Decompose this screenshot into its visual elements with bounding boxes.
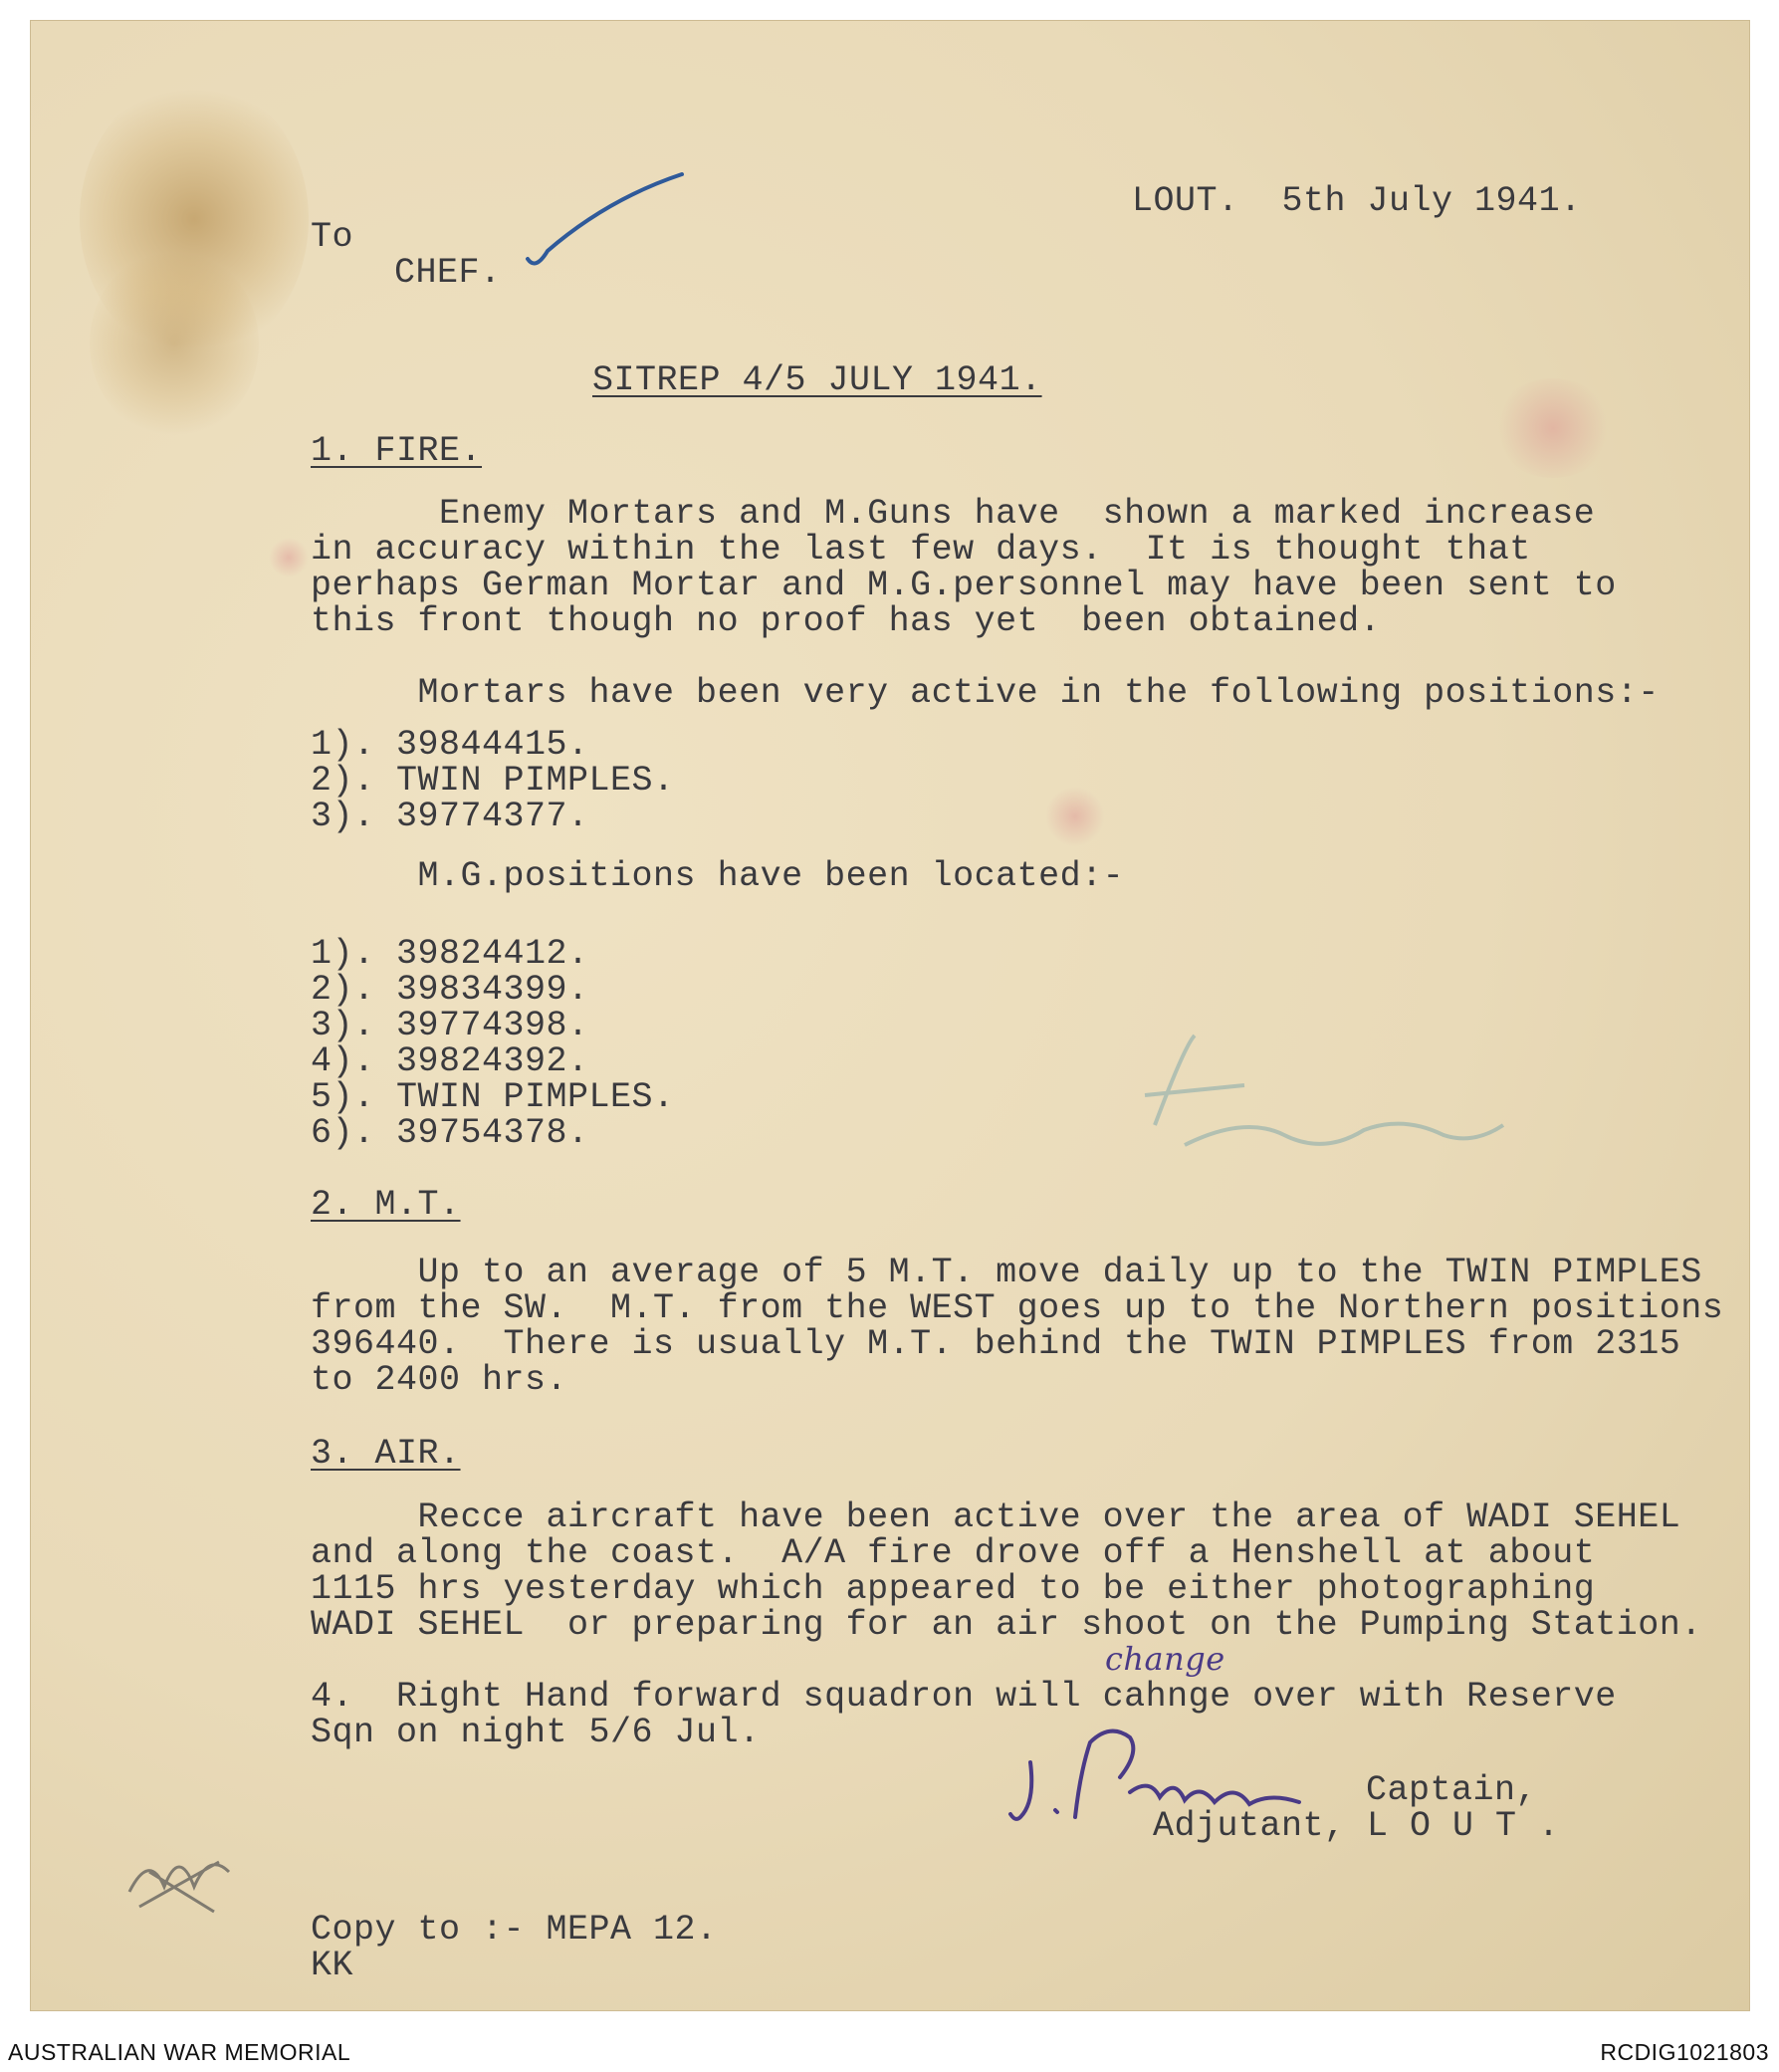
- mg-intro: M.G.positions have been located:-: [311, 856, 1125, 896]
- stamp-mark: [119, 1832, 249, 1922]
- mt-line-2: from the SW. M.T. from the WEST goes up to the Northern positions: [311, 1288, 1724, 1328]
- to-label: To: [311, 217, 354, 257]
- signatory-title: Adjutant, L O U T .: [1153, 1806, 1560, 1846]
- mortar-position: 1). 39844415.: [311, 725, 589, 765]
- mt-line-3: 396440. There is usually M.T. behind the TWIN PIMPLES from 2315: [311, 1324, 1681, 1364]
- air-line-2: and along the coast. A/A fire drove off a Henshell at about: [311, 1533, 1596, 1573]
- mortars-intro: Mortars have been very active in the following positions:-: [311, 673, 1660, 713]
- mg-position: 1). 39824412.: [311, 934, 589, 974]
- section-heading-air: 3. AIR.: [311, 1434, 461, 1474]
- faint-annotation: [1125, 1026, 1543, 1175]
- air-line-3: 1115 hrs yesterday which appeared to be either photographing: [311, 1569, 1596, 1609]
- fire-line-3: perhaps German Mortar and M.G.personnel may have been sent to: [311, 566, 1617, 605]
- item4-line-1: 4. Right Hand forward squadron will cahnge over with Reserve: [311, 1677, 1617, 1717]
- document-page: [30, 20, 1750, 2011]
- archive-credit: AUSTRALIAN WAR MEMORIAL: [8, 2039, 351, 2065]
- air-line-1: Recce aircraft have been active over the area of WADI SEHEL: [311, 1497, 1681, 1537]
- mg-position: 3). 39774398.: [311, 1006, 589, 1045]
- section-heading-mt: 2. M.T.: [311, 1185, 461, 1225]
- mg-position: 4). 39824392.: [311, 1041, 589, 1081]
- stain: [90, 249, 259, 438]
- signatory-rank: Captain,: [1366, 1770, 1538, 1810]
- check-mark-icon: [518, 159, 697, 279]
- copy-to: Copy to :- MEPA 12.: [311, 1910, 718, 1950]
- mt-line-1: Up to an average of 5 M.T. move daily up to the TWIN PIMPLES: [311, 1253, 1702, 1292]
- archive-id: RCDIG1021803: [1600, 2039, 1769, 2065]
- stain: [1045, 787, 1105, 846]
- addressee: CHEF.: [394, 253, 502, 293]
- stain: [1493, 378, 1613, 478]
- mg-position: 5). TWIN PIMPLES.: [311, 1077, 675, 1117]
- fire-line-2: in accuracy within the last few days. It is thought that: [311, 530, 1531, 570]
- stain: [269, 538, 309, 577]
- section-heading-fire: 1. FIRE.: [311, 431, 483, 471]
- mg-position: 2). 39834399.: [311, 970, 589, 1010]
- mg-position: 6). 39754378.: [311, 1113, 589, 1153]
- item4-line-2: Sqn on night 5/6 Jul.: [311, 1713, 761, 1752]
- mortar-position: 3). 39774377.: [311, 797, 589, 836]
- fire-line-4: this front though no proof has yet been obtained.: [311, 601, 1382, 641]
- mt-line-4: to 2400 hrs.: [311, 1360, 568, 1400]
- handwritten-correction: change: [1105, 1640, 1225, 1678]
- place-date: LOUT. 5th July 1941.: [1132, 181, 1582, 221]
- mortar-position: 2). TWIN PIMPLES.: [311, 761, 675, 801]
- fire-line-1: Enemy Mortars and M.Guns have shown a marked increase: [311, 494, 1596, 534]
- copy-initials: KK: [311, 1946, 354, 1985]
- document-title: SITREP 4/5 JULY 1941.: [592, 360, 1042, 400]
- air-line-4: WADI SEHEL or preparing for an air shoot on the Pumping Station.: [311, 1605, 1702, 1645]
